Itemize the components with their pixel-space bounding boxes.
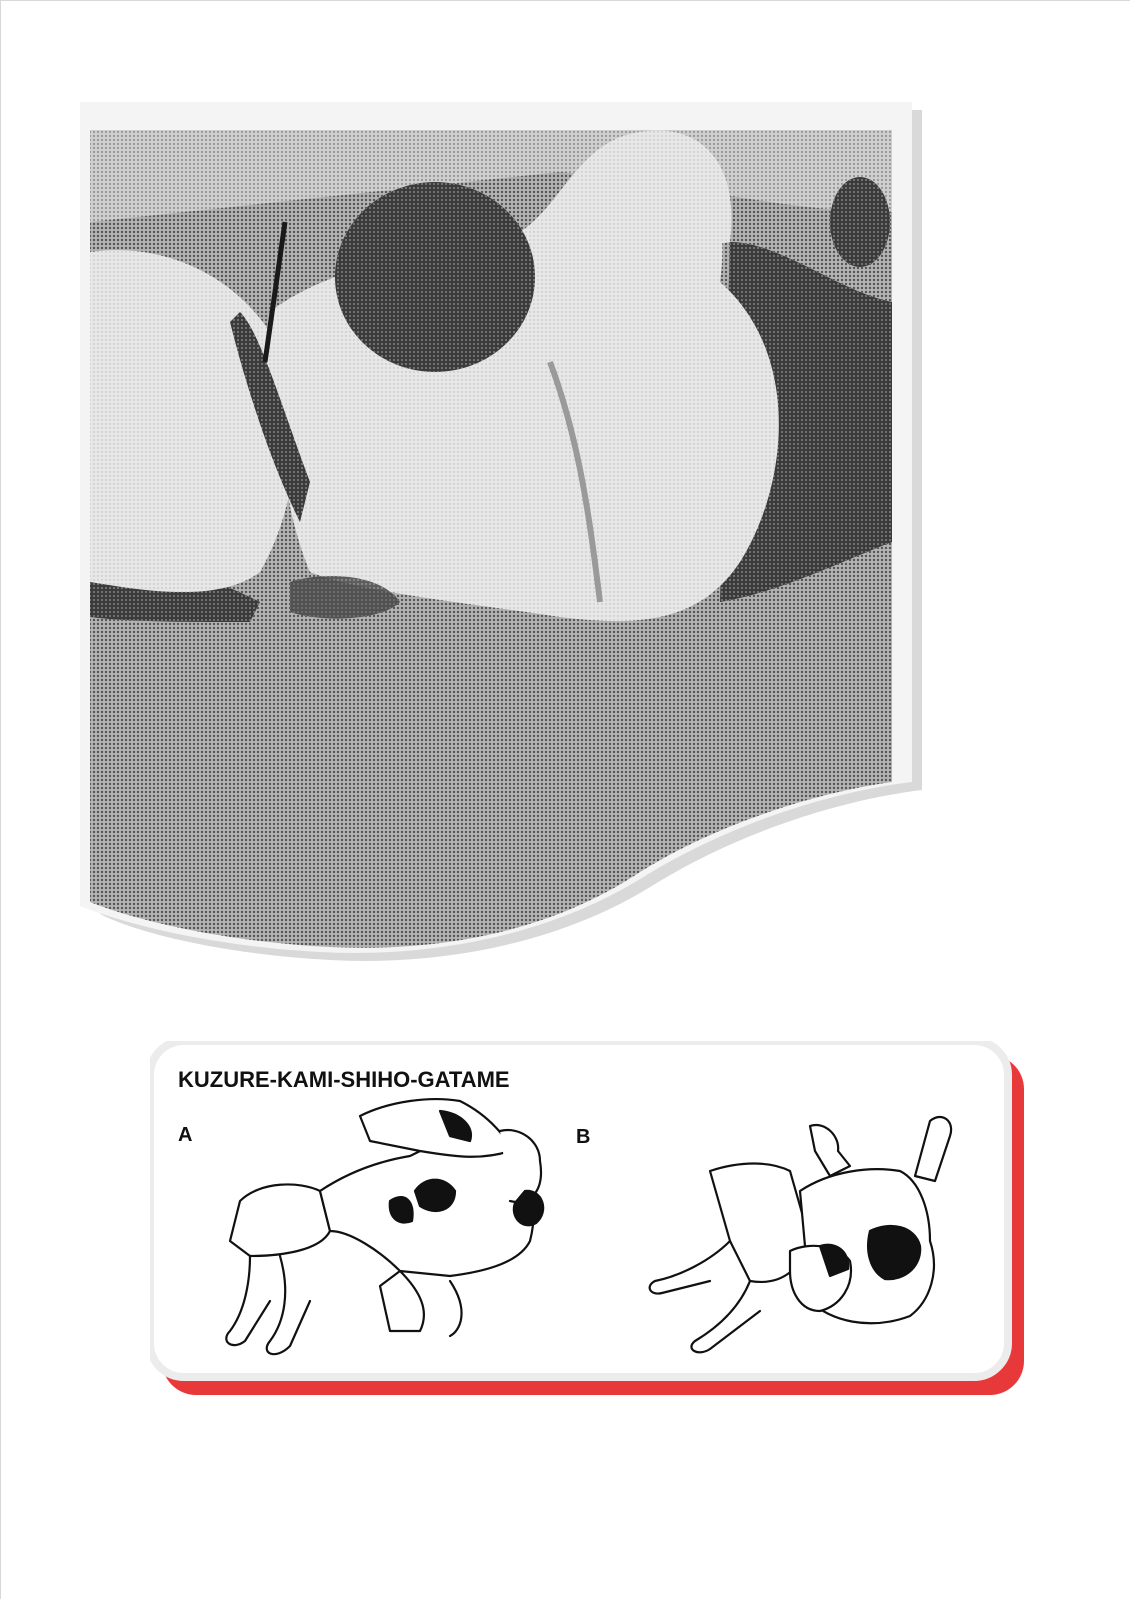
judo-photograph: [80, 102, 942, 982]
panel-a-label: A: [178, 1124, 193, 1146]
panel-b-label: B: [576, 1126, 591, 1148]
diagram-title: KUZURE-KAMI-SHIHO-GATAME: [178, 1067, 510, 1092]
technique-diagram-card: [150, 1041, 1030, 1411]
head-hair: [335, 182, 535, 372]
